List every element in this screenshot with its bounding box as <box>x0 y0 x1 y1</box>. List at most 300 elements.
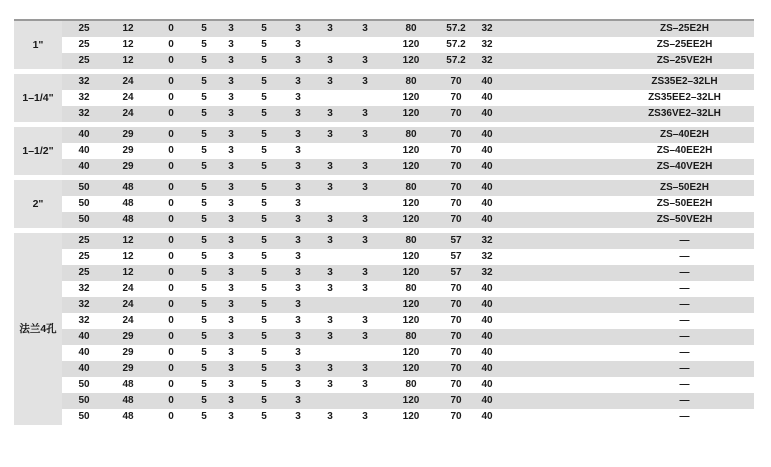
value-cell: 3 <box>282 393 314 409</box>
value-cell: 3 <box>362 411 368 422</box>
value-cell: 70 <box>450 145 462 156</box>
value-cell: 3 <box>282 159 314 175</box>
value-cell: 120 <box>402 145 420 156</box>
value-cell: 120 <box>384 361 438 377</box>
value-cell: 25 <box>62 21 106 37</box>
value-cell: 3 <box>282 265 314 281</box>
table-row <box>14 127 754 143</box>
value-cell: 3 <box>216 74 246 90</box>
table-row <box>14 249 754 265</box>
value-cell: 0 <box>168 283 174 294</box>
model-cell: ZS–40E2H <box>615 127 754 143</box>
value-cell: 0 <box>168 39 174 50</box>
value-cell <box>314 196 346 212</box>
value-cell: 120 <box>402 251 420 262</box>
value-cell: 120 <box>384 265 438 281</box>
value-cell: 32 <box>78 283 90 294</box>
value-cell: 80 <box>384 233 438 249</box>
value-cell: 3 <box>295 411 301 422</box>
spacer-cell <box>500 143 615 159</box>
value-cell: 3 <box>346 361 384 377</box>
value-cell: 24 <box>122 283 134 294</box>
model-cell: ZS35EE2–32LH <box>648 92 721 103</box>
spacer-cell <box>500 180 615 196</box>
value-cell: 50 <box>78 198 90 209</box>
value-cell: 3 <box>327 315 333 326</box>
value-cell: 5 <box>192 212 216 228</box>
value-cell: 0 <box>150 393 192 409</box>
table-row <box>14 106 754 122</box>
value-cell: 3 <box>346 212 384 228</box>
value-cell: 5 <box>246 53 282 69</box>
value-cell: 25 <box>62 233 106 249</box>
value-cell: 3 <box>314 53 346 69</box>
value-cell: 3 <box>228 39 234 50</box>
value-cell: 0 <box>150 233 192 249</box>
value-cell: 120 <box>402 92 420 103</box>
spacer-cell <box>500 90 615 106</box>
value-cell: 5 <box>192 265 216 281</box>
value-cell: 40 <box>474 159 500 175</box>
value-cell: 40 <box>62 127 106 143</box>
spec-table <box>14 21 754 425</box>
value-cell: 3 <box>314 74 346 90</box>
value-cell: 29 <box>122 347 134 358</box>
spec-table-body <box>14 21 754 425</box>
value-cell: 3 <box>314 361 346 377</box>
value-cell: 80 <box>405 379 417 390</box>
model-cell: — <box>615 361 754 377</box>
value-cell: 3 <box>228 145 234 156</box>
value-cell: 0 <box>168 251 174 262</box>
table-row <box>14 233 754 249</box>
value-cell: 57 <box>438 233 474 249</box>
value-cell: 3 <box>228 379 234 390</box>
value-cell: 3 <box>295 198 301 209</box>
value-cell: 70 <box>438 361 474 377</box>
value-cell: 120 <box>402 411 420 422</box>
value-cell: 48 <box>122 411 134 422</box>
value-cell: 32 <box>78 315 90 326</box>
value-cell: 70 <box>438 159 474 175</box>
value-cell: 3 <box>314 212 346 228</box>
value-cell: 5 <box>201 39 207 50</box>
value-cell: 70 <box>438 106 474 122</box>
value-cell: 5 <box>246 74 282 90</box>
value-cell: 0 <box>150 212 192 228</box>
value-cell: 3 <box>216 297 246 313</box>
value-cell: 5 <box>192 74 216 90</box>
value-cell: 40 <box>481 411 493 422</box>
value-cell: 12 <box>106 233 150 249</box>
value-cell: 5 <box>246 329 282 345</box>
value-cell: 12 <box>122 39 134 50</box>
value-cell <box>346 37 384 53</box>
value-cell: 70 <box>450 411 462 422</box>
value-cell: 12 <box>106 21 150 37</box>
value-cell: 12 <box>122 251 134 262</box>
value-cell: 0 <box>150 53 192 69</box>
value-cell: 5 <box>201 411 207 422</box>
table-row <box>14 159 754 175</box>
value-cell: 50 <box>62 393 106 409</box>
value-cell: 3 <box>282 180 314 196</box>
value-cell: 3 <box>216 212 246 228</box>
value-cell: 3 <box>346 53 384 69</box>
model-cell: — <box>615 329 754 345</box>
value-cell: 5 <box>246 106 282 122</box>
value-cell: 48 <box>106 393 150 409</box>
value-cell: 0 <box>150 180 192 196</box>
spacer-cell <box>500 361 615 377</box>
value-cell: 3 <box>346 233 384 249</box>
value-cell: 0 <box>168 198 174 209</box>
value-cell: 3 <box>282 21 314 37</box>
value-cell: 3 <box>282 233 314 249</box>
value-cell: 3 <box>346 127 384 143</box>
value-cell: 0 <box>168 379 174 390</box>
value-cell: 0 <box>168 315 174 326</box>
value-cell: 40 <box>474 297 500 313</box>
value-cell <box>346 297 384 313</box>
spacer-cell <box>500 409 615 425</box>
value-cell: 3 <box>346 106 384 122</box>
value-cell: 3 <box>282 329 314 345</box>
value-cell: 48 <box>122 379 134 390</box>
value-cell: 25 <box>78 251 90 262</box>
value-cell: 5 <box>261 411 267 422</box>
spacer-cell <box>500 313 615 329</box>
value-cell: 80 <box>384 329 438 345</box>
value-cell: 32 <box>62 74 106 90</box>
value-cell: 3 <box>314 21 346 37</box>
value-cell: 120 <box>402 198 420 209</box>
value-cell: 24 <box>122 92 134 103</box>
value-cell: 0 <box>150 127 192 143</box>
value-cell: 48 <box>106 212 150 228</box>
value-cell: 3 <box>216 329 246 345</box>
spacer-cell <box>500 233 615 249</box>
value-cell: 3 <box>295 379 301 390</box>
group-label: 1–1/4" <box>14 74 62 122</box>
value-cell: 70 <box>450 315 462 326</box>
value-cell: 50 <box>62 180 106 196</box>
model-cell: ZS–50E2H <box>615 180 754 196</box>
value-cell <box>346 249 384 265</box>
value-cell: 3 <box>228 92 234 103</box>
value-cell: 5 <box>261 92 267 103</box>
table-row <box>14 143 754 159</box>
value-cell: 3 <box>228 283 234 294</box>
value-cell: 3 <box>216 159 246 175</box>
value-cell <box>346 393 384 409</box>
model-cell: ZS–50EE2H <box>656 198 713 209</box>
value-cell: 40 <box>474 361 500 377</box>
value-cell: 120 <box>384 53 438 69</box>
value-cell: 57 <box>450 251 462 262</box>
value-cell: 40 <box>474 212 500 228</box>
spacer-cell <box>500 53 615 69</box>
value-cell: 3 <box>346 159 384 175</box>
value-cell <box>314 37 346 53</box>
model-cell: — <box>679 379 690 390</box>
spacer-cell <box>500 297 615 313</box>
value-cell: 24 <box>122 315 134 326</box>
value-cell: 32 <box>481 39 493 50</box>
value-cell: 3 <box>346 74 384 90</box>
value-cell: 40 <box>474 329 500 345</box>
value-cell: 70 <box>450 379 462 390</box>
value-cell: 0 <box>150 297 192 313</box>
spacer-cell <box>500 281 615 297</box>
value-cell: 3 <box>314 233 346 249</box>
value-cell: 32 <box>474 233 500 249</box>
model-cell: — <box>679 251 690 262</box>
value-cell: 5 <box>261 379 267 390</box>
value-cell: 120 <box>384 159 438 175</box>
value-cell: 5 <box>246 127 282 143</box>
value-cell: 70 <box>438 329 474 345</box>
value-cell: 48 <box>106 180 150 196</box>
value-cell: 3 <box>346 21 384 37</box>
model-cell: — <box>679 411 690 422</box>
value-cell: 3 <box>282 127 314 143</box>
value-cell: 5 <box>192 180 216 196</box>
value-cell: 5 <box>192 393 216 409</box>
value-cell: 32 <box>62 297 106 313</box>
table-row <box>14 196 754 212</box>
value-cell: 3 <box>314 159 346 175</box>
spacer-cell <box>500 159 615 175</box>
value-cell <box>314 297 346 313</box>
value-cell: 5 <box>192 127 216 143</box>
value-cell: 70 <box>450 198 462 209</box>
spacer-cell <box>500 377 615 393</box>
value-cell: 3 <box>228 198 234 209</box>
spacer-cell <box>500 127 615 143</box>
table-row <box>14 265 754 281</box>
value-cell: 3 <box>346 180 384 196</box>
model-cell: ZS–40VE2H <box>615 159 754 175</box>
value-cell: 40 <box>481 283 493 294</box>
value-cell: 25 <box>62 53 106 69</box>
value-cell: 3 <box>295 251 301 262</box>
value-cell: 0 <box>150 159 192 175</box>
value-cell: 5 <box>261 39 267 50</box>
value-cell: 40 <box>481 379 493 390</box>
value-cell: 32 <box>474 53 500 69</box>
value-cell: 3 <box>327 283 333 294</box>
value-cell: 3 <box>228 347 234 358</box>
spacer-cell <box>500 21 615 37</box>
value-cell: 29 <box>106 127 150 143</box>
value-cell <box>346 345 384 361</box>
value-cell: 3 <box>362 379 368 390</box>
value-cell: 3 <box>216 127 246 143</box>
value-cell <box>314 143 346 159</box>
value-cell: 3 <box>346 329 384 345</box>
value-cell: 80 <box>405 283 417 294</box>
value-cell: 0 <box>150 106 192 122</box>
model-cell: — <box>679 347 690 358</box>
table-row <box>14 74 754 90</box>
value-cell: 3 <box>362 283 368 294</box>
spacer-cell <box>500 329 615 345</box>
value-cell <box>346 90 384 106</box>
value-cell: 40 <box>474 106 500 122</box>
value-cell: 5 <box>246 297 282 313</box>
table-row <box>14 345 754 361</box>
value-cell: 5 <box>201 145 207 156</box>
value-cell: 3 <box>346 265 384 281</box>
value-cell: 5 <box>261 145 267 156</box>
value-cell: 5 <box>246 393 282 409</box>
value-cell: 5 <box>192 329 216 345</box>
model-cell: ZS36VE2–32LH <box>615 106 754 122</box>
value-cell: 70 <box>438 297 474 313</box>
model-cell: ZS–25VE2H <box>615 53 754 69</box>
value-cell: 32 <box>62 106 106 122</box>
value-cell <box>346 196 384 212</box>
model-cell: ZS–25EE2H <box>656 39 713 50</box>
value-cell: 25 <box>78 39 90 50</box>
spacer-cell <box>500 196 615 212</box>
value-cell: 0 <box>168 92 174 103</box>
table-row <box>14 53 754 69</box>
value-cell: 40 <box>474 180 500 196</box>
value-cell: 50 <box>78 379 90 390</box>
value-cell: 32 <box>474 265 500 281</box>
group-label: 1–1/2" <box>14 127 62 175</box>
value-cell: 5 <box>201 347 207 358</box>
value-cell: 3 <box>362 315 368 326</box>
value-cell: 5 <box>192 297 216 313</box>
value-cell: 0 <box>150 329 192 345</box>
value-cell: 3 <box>216 361 246 377</box>
value-cell: 24 <box>106 106 150 122</box>
value-cell: 3 <box>228 251 234 262</box>
value-cell: 120 <box>384 212 438 228</box>
spec-table-sheet <box>14 19 754 425</box>
value-cell: 70 <box>438 180 474 196</box>
value-cell <box>314 345 346 361</box>
value-cell: 0 <box>168 145 174 156</box>
value-cell: 12 <box>106 265 150 281</box>
value-cell: 29 <box>106 329 150 345</box>
value-cell: 50 <box>78 411 90 422</box>
table-row <box>14 212 754 228</box>
value-cell: 70 <box>438 127 474 143</box>
value-cell: 80 <box>384 74 438 90</box>
value-cell: 70 <box>438 74 474 90</box>
value-cell: 3 <box>216 21 246 37</box>
value-cell: 29 <box>122 145 134 156</box>
value-cell: 3 <box>282 106 314 122</box>
table-row <box>14 393 754 409</box>
model-cell: — <box>679 315 690 326</box>
value-cell: 3 <box>216 393 246 409</box>
value-cell <box>314 249 346 265</box>
value-cell: 3 <box>216 233 246 249</box>
value-cell: 48 <box>122 198 134 209</box>
model-cell: — <box>679 283 690 294</box>
value-cell: 57.2 <box>438 53 474 69</box>
value-cell: 40 <box>481 315 493 326</box>
value-cell: 3 <box>228 315 234 326</box>
value-cell: 3 <box>282 74 314 90</box>
value-cell: 5 <box>192 53 216 69</box>
value-cell: 5 <box>246 180 282 196</box>
value-cell: 40 <box>78 145 90 156</box>
value-cell <box>314 90 346 106</box>
value-cell: 24 <box>106 74 150 90</box>
value-cell: 120 <box>384 297 438 313</box>
table-row <box>14 37 754 53</box>
value-cell: 5 <box>261 198 267 209</box>
value-cell: 120 <box>384 393 438 409</box>
value-cell: 40 <box>481 198 493 209</box>
model-cell: — <box>615 393 754 409</box>
value-cell: 3 <box>216 265 246 281</box>
value-cell: 5 <box>246 233 282 249</box>
value-cell: 70 <box>450 92 462 103</box>
value-cell: 0 <box>168 411 174 422</box>
value-cell: 5 <box>201 198 207 209</box>
value-cell <box>314 393 346 409</box>
value-cell: 5 <box>192 106 216 122</box>
value-cell: 40 <box>474 393 500 409</box>
value-cell: 32 <box>78 92 90 103</box>
value-cell: 3 <box>314 329 346 345</box>
value-cell: 40 <box>481 145 493 156</box>
value-cell: 5 <box>261 315 267 326</box>
value-cell: 120 <box>402 347 420 358</box>
table-row <box>14 313 754 329</box>
value-cell: 120 <box>402 39 420 50</box>
value-cell: 3 <box>216 180 246 196</box>
value-cell: 3 <box>228 411 234 422</box>
value-cell: 3 <box>327 411 333 422</box>
value-cell: 29 <box>106 159 150 175</box>
value-cell: 5 <box>201 315 207 326</box>
value-cell: 40 <box>481 347 493 358</box>
value-cell: 29 <box>106 361 150 377</box>
value-cell: 3 <box>314 180 346 196</box>
value-cell: 5 <box>192 21 216 37</box>
spacer-cell <box>500 265 615 281</box>
value-cell: 0 <box>168 347 174 358</box>
value-cell: 3 <box>216 53 246 69</box>
spacer-cell <box>500 345 615 361</box>
spacer-cell <box>500 74 615 90</box>
value-cell: 3 <box>295 92 301 103</box>
value-cell: 5 <box>201 251 207 262</box>
value-cell: 3 <box>295 347 301 358</box>
value-cell: 5 <box>192 361 216 377</box>
value-cell: 3 <box>314 127 346 143</box>
value-cell <box>346 143 384 159</box>
model-cell: ZS–40EE2H <box>656 145 713 156</box>
value-cell: 3 <box>295 39 301 50</box>
spacer-cell <box>500 106 615 122</box>
value-cell: 3 <box>282 53 314 69</box>
value-cell: 40 <box>474 74 500 90</box>
value-cell: 3 <box>295 283 301 294</box>
model-cell: ZS35E2–32LH <box>615 74 754 90</box>
model-cell: ZS–50VE2H <box>615 212 754 228</box>
value-cell: 70 <box>450 283 462 294</box>
value-cell: 5 <box>192 233 216 249</box>
